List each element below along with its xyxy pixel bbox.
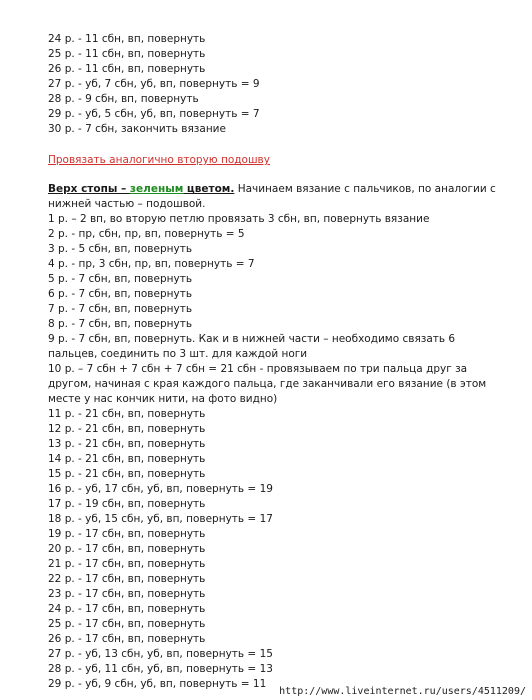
pattern-row: 1 р. – 2 вп, во вторую петлю провязать 3 сбн, вп, повернуть вязание xyxy=(48,213,430,225)
pattern-row: 5 р. - 7 сбн, вп, повернуть xyxy=(48,273,193,285)
pattern-row: 11 р. - 21 сбн, вп, повернуть xyxy=(48,408,206,420)
pattern-row: 18 р. - уб, 15 сбн, уб, вп, повернуть = 17 xyxy=(48,513,273,525)
section-title-part1: Верх стопы – xyxy=(48,183,130,195)
rows-bottom-list xyxy=(48,407,498,692)
rows-top-list xyxy=(48,32,498,137)
pattern-row: 25 р. - 11 сбн, вп, повернуть xyxy=(48,48,206,60)
section-intro: Начинаем вязание с пальчиков, по аналогии с нижней частью – подошвой. xyxy=(48,183,496,210)
pattern-row-10: 10 р. – 7 сбн + 7 сбн + 7 сбн = 21 сбн - провязываем по три пальца друг за другом, начиная с края каждого пальца, где заканчивали его вязание (в этом месте у нас кончик нити, на фото видно) xyxy=(48,363,487,405)
pattern-row: 25 р. - 17 сбн, вп, повернуть xyxy=(48,618,206,630)
pattern-row: 24 р. - 11 сбн, вп, повернуть xyxy=(48,33,206,45)
pattern-row: 20 р. - 17 сбн, вп, повернуть xyxy=(48,543,206,555)
pattern-row: 3 р. - 5 сбн, вп, повернуть xyxy=(48,243,193,255)
pattern-row: 12 р. - 21 сбн, вп, повернуть xyxy=(48,423,206,435)
section-heading xyxy=(48,182,498,212)
pattern-row: 26 р. - 11 сбн, вп, повернуть xyxy=(48,63,206,75)
section-title-part2: цветом. xyxy=(183,183,235,195)
rows-main-list xyxy=(48,212,498,332)
section-title-green: зеленым xyxy=(129,183,184,195)
pattern-row: 7 р. - 7 сбн, вп, повернуть xyxy=(48,303,193,315)
pattern-row: 28 р. - уб, 11 сбн, уб, вп, повернуть = 13 xyxy=(48,663,273,675)
pattern-row: 30 р. - 7 сбн, закончить вязание xyxy=(48,123,226,135)
document-page xyxy=(48,32,498,692)
pattern-row: 17 р. - 19 сбн, вп, повернуть xyxy=(48,498,206,510)
pattern-row: 24 р. - 17 сбн, вп, повернуть xyxy=(48,603,206,615)
pattern-row: 13 р. - 21 сбн, вп, повернуть xyxy=(48,438,206,450)
pattern-row: 29 р. - уб, 5 сбн, уб, вп, повернуть = 7 xyxy=(48,108,260,120)
pattern-row: 16 р. - уб, 17 сбн, уб, вп, повернуть = 19 xyxy=(48,483,273,495)
pattern-row: 22 р. - 17 сбн, вп, повернуть xyxy=(48,573,206,585)
pattern-row: 8 р. - 7 сбн, вп, повернуть xyxy=(48,318,193,330)
pattern-row: 29 р. - уб, 9 сбн, уб, вп, повернуть = 11 xyxy=(48,678,267,690)
pattern-row: 27 р. - уб, 7 сбн, уб, вп, повернуть = 9 xyxy=(48,78,260,90)
pattern-row: 26 р. - 17 сбн, вп, повернуть xyxy=(48,633,206,645)
pattern-row: 28 р. - 9 сбн, вп, повернуть xyxy=(48,93,199,105)
pattern-row: 4 р. - пр, 3 сбн, пр, вп, повернуть = 7 xyxy=(48,258,255,270)
pattern-row: 27 р. - уб, 13 сбн, уб, вп, повернуть = 15 xyxy=(48,648,273,660)
pattern-row: 15 р. - 21 сбн, вп, повернуть xyxy=(48,468,206,480)
pattern-row: 21 р. - 17 сбн, вп, повернуть xyxy=(48,558,206,570)
pattern-row: 14 р. - 21 сбн, вп, повернуть xyxy=(48,453,206,465)
red-note-link[interactable]: Провязать аналогично вторую подошву xyxy=(48,154,270,166)
pattern-row: 2 р. - пр, сбн, пр, вп, повернуть = 5 xyxy=(48,228,245,240)
pattern-row-9: 9 р. - 7 сбн, вп, повернуть. Как и в нижней части – необходимо связать 6 пальцев, соединить по 3 шт. для каждой ноги xyxy=(48,333,456,360)
pattern-row: 6 р. - 7 сбн, вп, повернуть xyxy=(48,288,193,300)
pattern-row: 23 р. - 17 сбн, вп, повернуть xyxy=(48,588,206,600)
pattern-row: 19 р. - 17 сбн, вп, повернуть xyxy=(48,528,206,540)
source-url-watermark[interactable]: http://www.liveinternet.ru/users/4511209/ xyxy=(279,686,526,697)
